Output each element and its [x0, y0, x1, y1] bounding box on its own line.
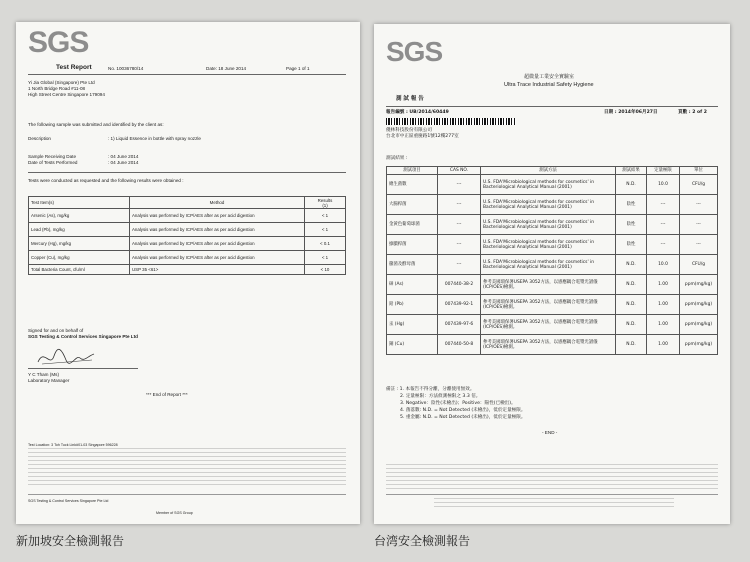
cell-limit: 10.0	[647, 255, 680, 275]
report-title: Test Report	[56, 64, 92, 71]
end-of-report: *** End of Report ***	[146, 392, 188, 397]
cell-unit: ppm(mg/kg)	[680, 295, 718, 315]
client-address: 台北市中正區重慶路1號12樓277室	[386, 134, 459, 139]
table-row	[387, 195, 718, 215]
page-number: Page 1 of 1	[286, 66, 310, 71]
sgs-logo: SGS	[28, 26, 89, 59]
cell-limit: ---	[647, 215, 680, 235]
header-test-item: Test Item(s)	[29, 197, 130, 209]
client-company: 優林科技股份有限公司	[386, 128, 432, 133]
table-row	[29, 223, 346, 237]
note-line: 2. 定量極限：方法偵測極限之 3.3 倍。	[400, 394, 481, 399]
table-row	[387, 175, 718, 195]
cell-limit: 1.00	[647, 315, 680, 335]
taiwan-report	[374, 24, 730, 524]
cell-method: U.S. FDA'Microbiological methods for cosmetics' in Bacteriological Analytical Manual (2001)	[481, 175, 616, 195]
table-row	[387, 295, 718, 315]
cell-unit: ---	[680, 235, 718, 255]
cell-method: U.S. FDA'Microbiological methods for cosmetics' in Bacteriological Analytical Manual (2001)	[481, 195, 616, 215]
cell-result: N.D.	[616, 175, 647, 195]
cell-unit: ppm(mg/kg)	[680, 315, 718, 335]
cell-result: 陰性	[616, 235, 647, 255]
cell-cas: ---	[438, 235, 481, 255]
cell-result: < 10	[305, 265, 346, 275]
cell-result: N.D.	[616, 315, 647, 335]
footer-member: Member of SGS Group	[156, 511, 193, 515]
cell-test-item: Copper (Cu), mg/kg	[29, 251, 130, 265]
cell-cas: 007439-97-6	[438, 315, 481, 335]
table-row	[387, 315, 718, 335]
table-row	[29, 237, 346, 251]
caption-taiwan: 台湾安全檢測報告	[374, 534, 471, 548]
cell-item: 鉛 (Pb)	[387, 295, 438, 315]
cell-result: N.D.	[616, 275, 647, 295]
signed-line-1: Signed for and on behalf of	[28, 328, 84, 333]
table-row	[387, 335, 718, 355]
cell-limit: 1.00	[647, 275, 680, 295]
cell-cas: ---	[438, 255, 481, 275]
cell-unit: CFU/g	[680, 175, 718, 195]
footer-company: SGS Testing & Control Services Singapore Pte Ltd	[28, 499, 109, 503]
table-row	[29, 251, 346, 265]
cell-item: 大腸桿菌	[387, 195, 438, 215]
header-results: Results (1)	[305, 197, 346, 209]
cell-result: 陰性	[616, 195, 647, 215]
cell-result: < 1	[305, 223, 346, 237]
cell-result: N.D.	[616, 295, 647, 315]
footer-contact	[434, 498, 674, 510]
report-number: 報告編號 : UB/2014/60449	[386, 110, 449, 115]
cell-limit: ---	[647, 235, 680, 255]
signer-title: Laboratory Manager	[28, 378, 70, 383]
cell-result: N.D.	[616, 335, 647, 355]
client-address-line: 1 North Bridge Road #11-08	[28, 86, 86, 91]
cell-method: 參考美國環保署USEPA 3052方法，以感應耦合電漿光譜儀(ICP/OES)檢測。	[481, 275, 616, 295]
cell-item: 黴菌及酵母菌	[387, 255, 438, 275]
signature	[36, 346, 96, 368]
header-method: 測試方法	[481, 167, 616, 175]
cell-method: Analysis was performed by ICP/AES after as per acid digestion	[130, 251, 305, 265]
report-number: No. 10036780/14	[108, 66, 144, 71]
report-date: Date: 18 June 2014	[206, 66, 247, 71]
table-row	[387, 275, 718, 295]
cell-unit: CFU/g	[680, 255, 718, 275]
results-label: 測試結果 :	[386, 156, 408, 161]
cell-test-item: Arsenic (As), mg/kg	[29, 209, 130, 223]
table-row	[387, 235, 718, 255]
receiving-date-value: : 04 June 2014	[108, 154, 139, 159]
terms-fine-print	[28, 448, 346, 488]
cell-limit: 1.00	[647, 295, 680, 315]
tw-results-table	[386, 166, 718, 355]
receiving-date-label: Sample Receiving Date	[28, 154, 77, 159]
notes	[386, 386, 525, 421]
cell-item: 砷 (As)	[387, 275, 438, 295]
terms-fine-print	[386, 464, 718, 490]
cell-method: Analysis was performed by ICP/AES after as per acid digestion	[130, 223, 305, 237]
singapore-report	[16, 22, 360, 524]
cell-result: N.D.	[616, 255, 647, 275]
cell-result: < 0.1	[305, 237, 346, 251]
cell-test-item: Total Bacteria Count, cfu/ml	[29, 265, 130, 275]
description-label: Description	[28, 136, 51, 141]
cell-method: 參考美國環保署USEPA 3052方法，以感應耦合電漿光譜儀(ICP/OES)檢測。	[481, 315, 616, 335]
cell-method: USP 35 <61>	[130, 265, 305, 275]
caption-singapore: 新加坡安全檢測報告	[16, 534, 125, 548]
cell-method: 參考美國環保署USEPA 3052方法，以感應耦合電漿光譜儀(ICP/OES)檢測。	[481, 335, 616, 355]
note-line: 備註 : 1. 本報告不得分離，分離使用無效。	[386, 387, 475, 392]
cell-method: 參考美國環保署USEPA 3052方法，以感應耦合電漿光譜儀(ICP/OES)檢測。	[481, 295, 616, 315]
end-marker: - END -	[542, 430, 558, 435]
note-line: 3. Negative：陰性(未檢出)；Positive：陽性(已檢出)。	[400, 401, 516, 406]
cell-result: < 1	[305, 209, 346, 223]
cell-method: Analysis was performed by ICP/AES after as per acid digestion	[130, 237, 305, 251]
cell-cas: ---	[438, 195, 481, 215]
signed-line-2: SGS Testing & Control Services Singapore Pte Ltd	[28, 334, 138, 339]
cell-limit: 1.00	[647, 335, 680, 355]
cell-test-item: Lead (Pb), mg/kg	[29, 223, 130, 237]
cell-cas: 007439-92-1	[438, 295, 481, 315]
cell-method: U.S. FDA'Microbiological methods for cosmetics' in Bacteriological Analytical Manual (2001)	[481, 235, 616, 255]
cell-unit: ppm(mg/kg)	[680, 335, 718, 355]
report-date: 日期 : 2014年06月27日	[604, 110, 658, 115]
table-row	[387, 215, 718, 235]
page-number: 頁數 : 2 of 2	[678, 110, 707, 115]
cell-result: 陰性	[616, 215, 647, 235]
signer-name: Y C Tham (Ms)	[28, 372, 59, 377]
cell-unit: ---	[680, 195, 718, 215]
table-row	[29, 209, 346, 223]
cell-cas: 007440-50-8	[438, 335, 481, 355]
cell-unit: ppm(mg/kg)	[680, 275, 718, 295]
description-value: : 1) Liquid Essence in bottle with spray nozzle	[108, 136, 201, 141]
cell-method: U.S. FDA'Microbiological methods for cosmetics' in Bacteriological Analytical Manual (2001)	[481, 215, 616, 235]
tests-date-value: : 04 June 2014	[108, 160, 139, 165]
barcode	[386, 118, 516, 125]
header-cas: CAS NO.	[438, 167, 481, 175]
note-line: 4. 菌落數: N.D. = Not Detected (未檢出)，低於定量極限。	[400, 408, 526, 413]
cell-result: < 1	[305, 251, 346, 265]
cell-limit: ---	[647, 195, 680, 215]
cell-method: U.S. FDA'Microbiological methods for cosmetics' in Bacteriological Analytical Manual (2001)	[481, 255, 616, 275]
cell-item: 金黃色葡萄球菌	[387, 215, 438, 235]
cell-test-item: Mercury (Hg), mg/kg	[29, 237, 130, 251]
footer-location: Test Location: 3 Toh Tuck Link#01-03 Singapore 596228	[28, 443, 118, 447]
client-address-line: Yi Jia Global (Singapore) Pte Ltd	[28, 80, 95, 85]
cell-cas: ---	[438, 215, 481, 235]
header-item: 測試項目	[387, 167, 438, 175]
header-result: 測試結果	[616, 167, 647, 175]
note-line: 5. 重金屬: N.D. = Not Detected (未檢出)，低於定量極限。	[400, 415, 526, 420]
cell-cas: ---	[438, 175, 481, 195]
cell-item: 綠膿桿菌	[387, 235, 438, 255]
client-address-line: High Street Centre Singapore 179094	[28, 92, 105, 97]
tests-date-label: Date of Tests Performed	[28, 160, 78, 165]
table-row	[387, 255, 718, 275]
sgs-logo: SGS	[386, 36, 443, 67]
cell-unit: ---	[680, 215, 718, 235]
lab-name-cn: 超微量工業安全實驗室	[524, 74, 575, 80]
lab-name-en: Ultra Trace Industrial Safety Hygiene	[504, 82, 594, 88]
cell-method: Analysis was performed by ICP/AES after as per acid digestion	[130, 209, 305, 223]
cell-limit: 10.0	[647, 175, 680, 195]
header-unit: 單位	[680, 167, 718, 175]
report-title-cn: 測 試 報 告	[396, 96, 424, 102]
intro-text: The following sample was submitted and identified by the client as:	[28, 122, 164, 127]
table-row	[29, 265, 346, 275]
cell-cas: 007440-38-2	[438, 275, 481, 295]
cell-item: 汞 (Hg)	[387, 315, 438, 335]
cell-item: 總生菌數	[387, 175, 438, 195]
sg-results-table	[28, 196, 346, 275]
header-method: Method	[130, 197, 305, 209]
cell-item: 銅 (Cu)	[387, 335, 438, 355]
tests-intro: Tests were conducted as requested and the following results were obtained :	[28, 178, 184, 183]
header-limit: 定量極限	[647, 167, 680, 175]
